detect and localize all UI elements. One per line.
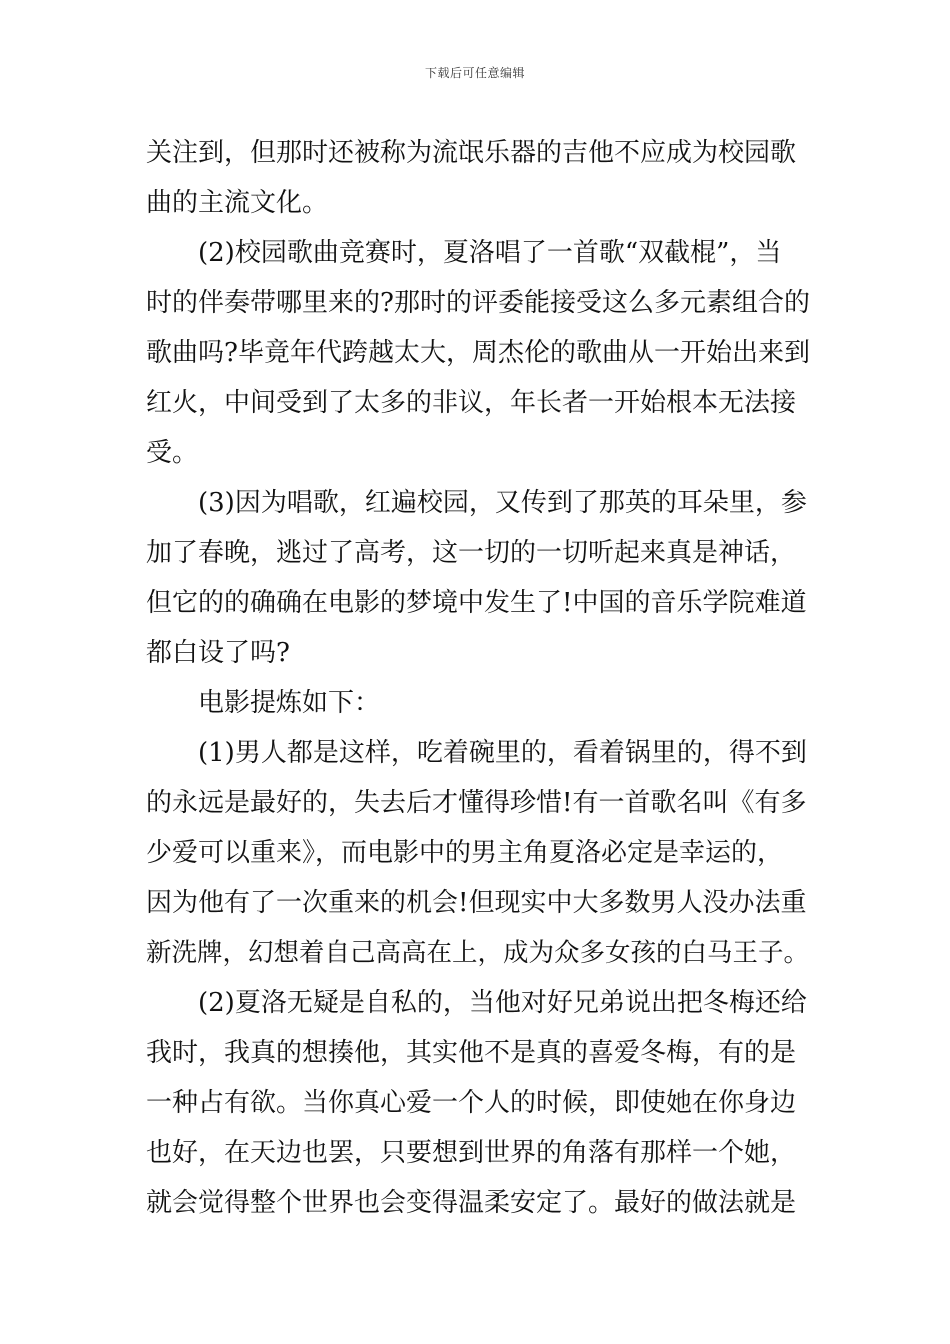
text-line: 歌曲吗?毕竟年代跨越太大，周杰伦的歌曲从一开始出来到 — [146, 338, 810, 368]
text-line: 因为他有了一次重来的机会!但现实中大多数男人没办法重 — [146, 888, 807, 918]
text-line: 加了春晚，逃过了高考，这一切的一切听起来真是神话， — [146, 538, 797, 568]
text-line: 的永远是最好的，失去后才懂得珍惜!有一首歌名叫《有多 — [146, 788, 807, 818]
text-line: (2)校园歌曲竞赛时，夏洛唱了一首歌“双截棍”，当 — [198, 238, 782, 268]
text-line: 受。 — [146, 438, 199, 468]
text-line: 曲的主流文化。 — [146, 188, 329, 218]
text-line: (1)男人都是这样，吃着碗里的，看着锅里的，得不到 — [198, 738, 807, 768]
text-line: 新洗牌，幻想着自己高高在上，成为众多女孩的白马王子。 — [146, 938, 810, 968]
text-line: 但它的的确确在电影的梦境中发生了!中国的音乐学院难道 — [146, 588, 807, 618]
text-line: 我时，我真的想揍他，其实他不是真的喜爱冬梅，有的是 — [146, 1038, 797, 1068]
text-line: 关注到，但那时还被称为流氓乐器的吉他不应成为校园歌 — [146, 138, 797, 168]
body-text — [146, 128, 810, 1228]
text-line: 电影提炼如下： — [198, 688, 381, 718]
text-line: 一种占有欲。当你真心爱一个人的时候，即使她在你身边 — [146, 1088, 797, 1118]
text-line: 少爱可以重来》，而电影中的男主角夏洛必定是幸运的， — [146, 838, 784, 868]
text-line: 时的伴奏带哪里来的?那时的评委能接受这么多元素组合的 — [146, 288, 810, 318]
text-line: 都白设了吗? — [146, 638, 290, 668]
text-line: 就会觉得整个世界也会变得温柔安定了。最好的做法就是 — [146, 1188, 797, 1218]
page-header: 下载后可任意编辑 — [424, 66, 525, 80]
text-line: 红火，中间受到了太多的非议，年长者一开始根本无法接 — [146, 388, 797, 418]
text-line: (3)因为唱歌，红遍校园，又传到了那英的耳朵里，参 — [198, 488, 807, 518]
text-line: (2)夏洛无疑是自私的，当他对好兄弟说出把冬梅还给 — [198, 988, 807, 1018]
text-line: 也好，在天边也罢，只要想到世界的角落有那样一个她， — [146, 1138, 797, 1168]
